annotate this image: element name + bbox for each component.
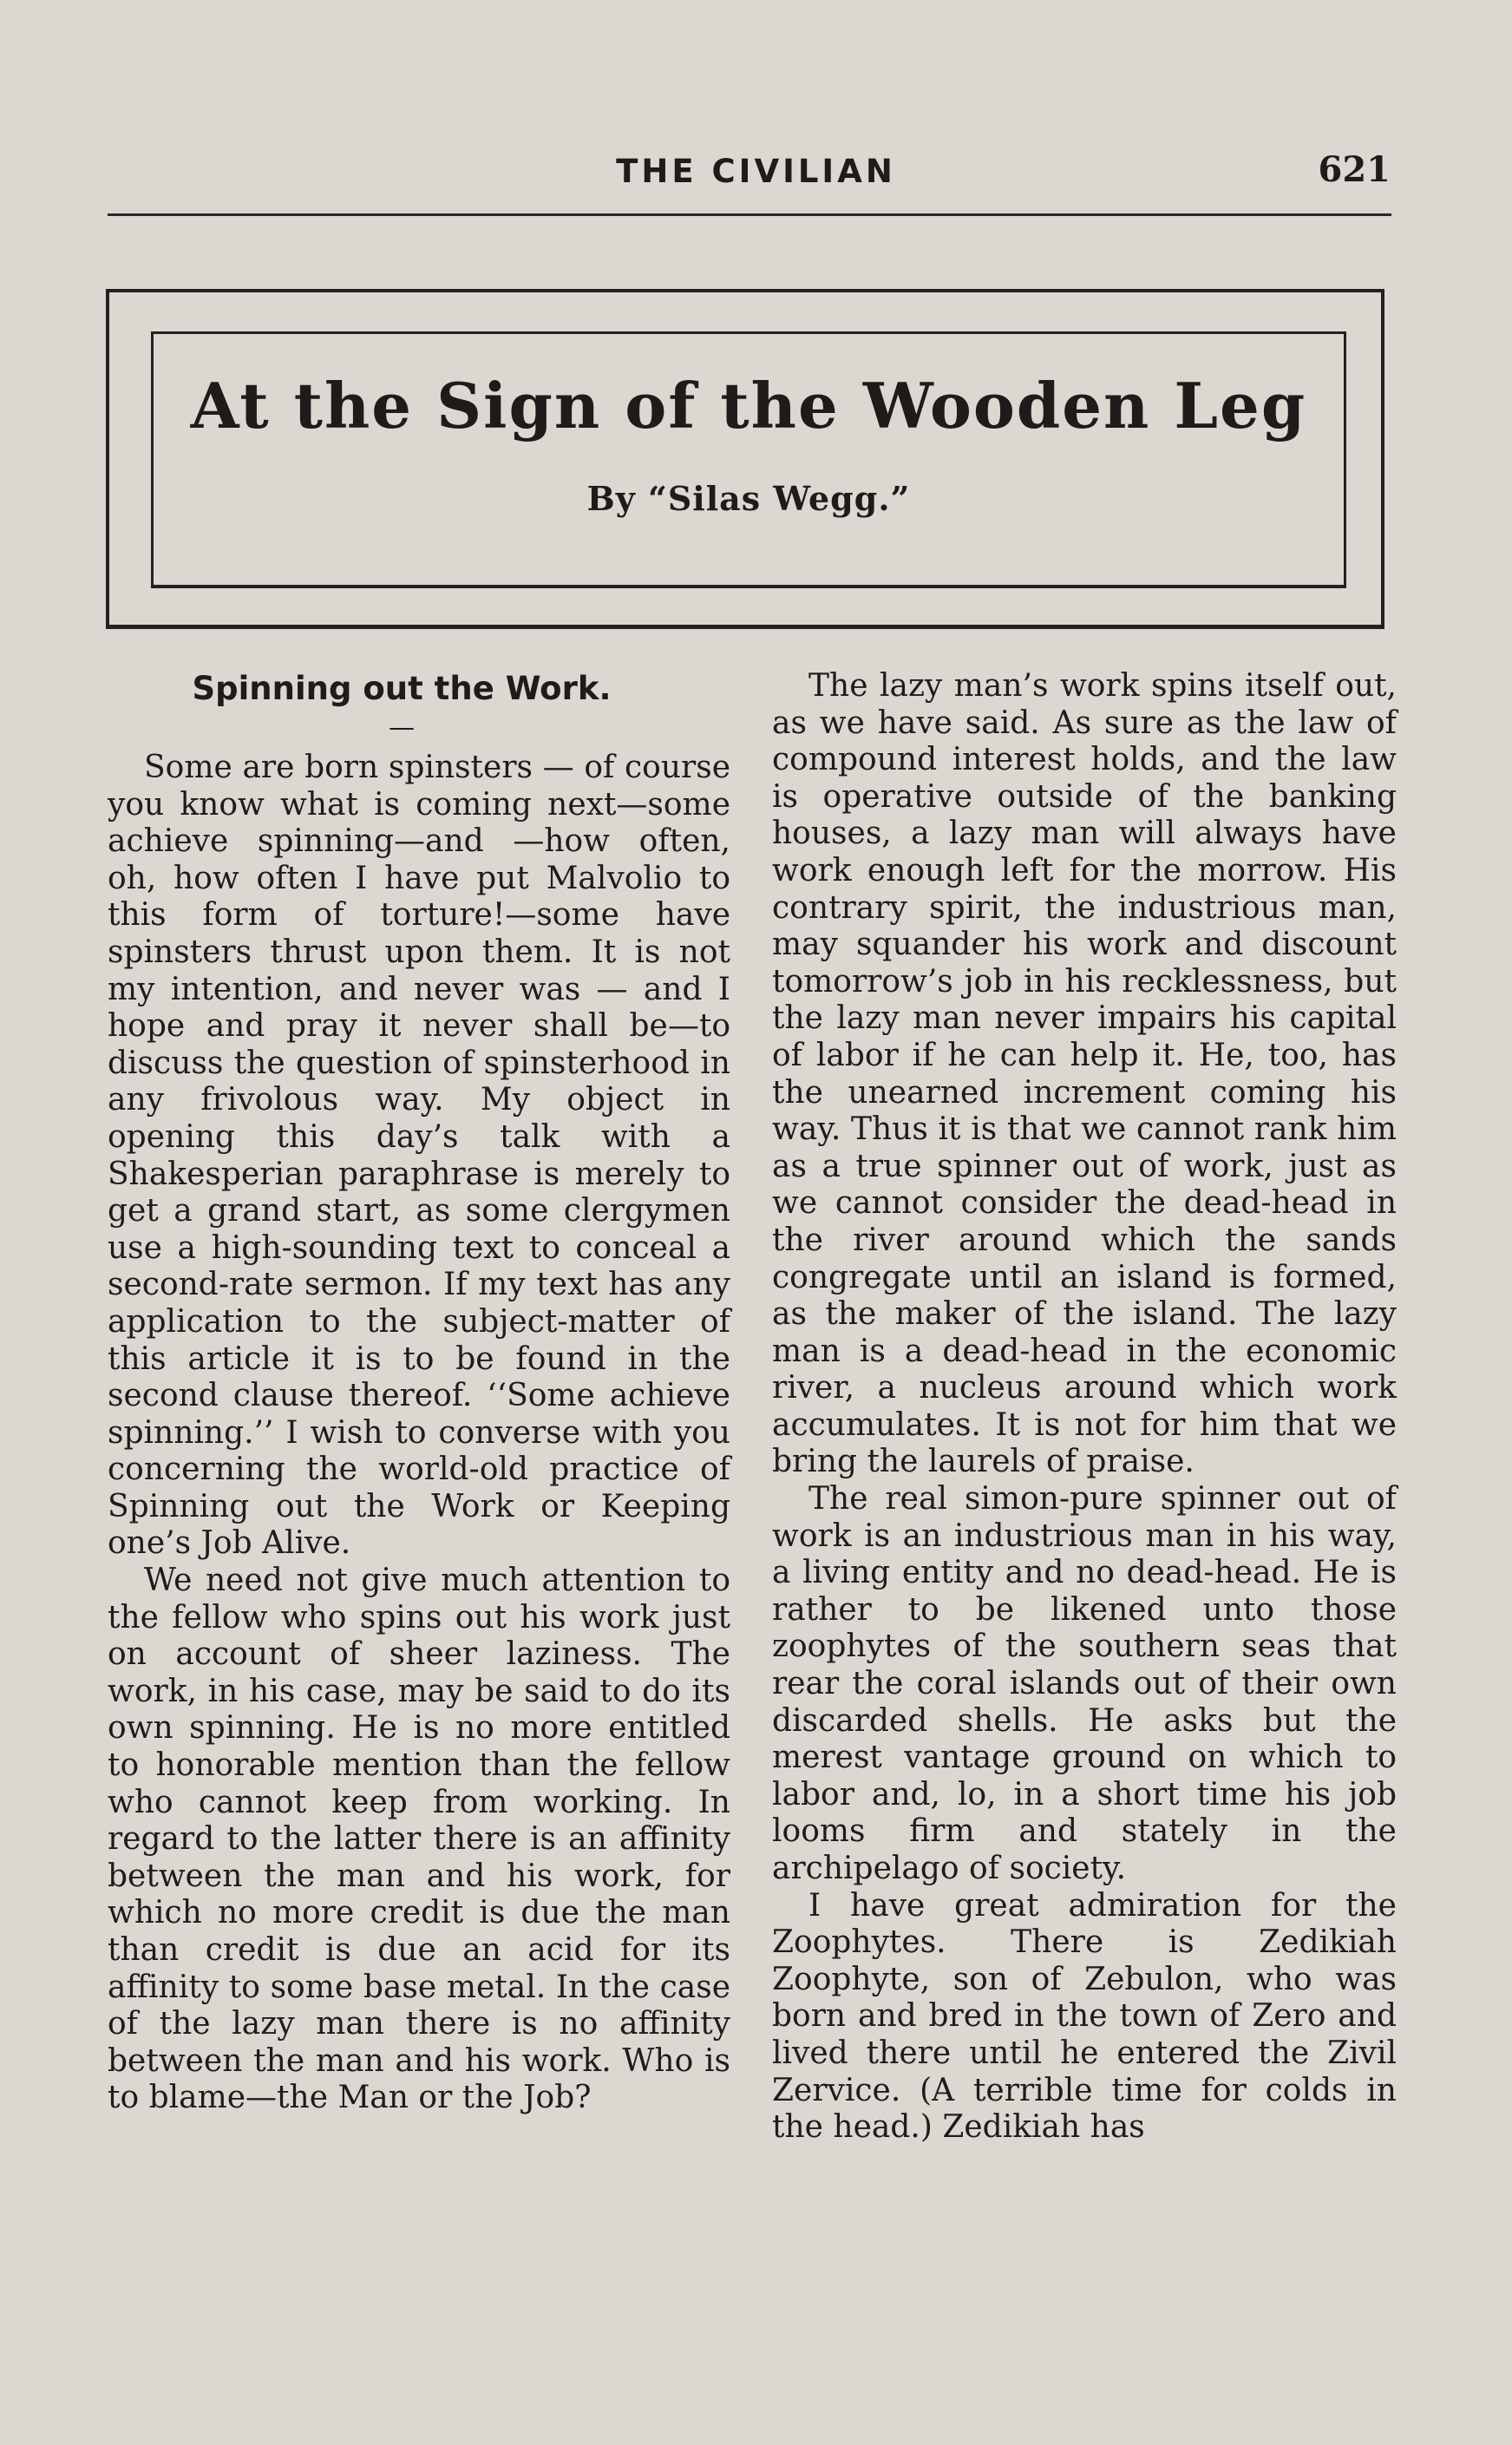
- paragraph: Some are born spinsters — of course you know what is coming next—some achieve spinning—and —how often, oh, how often I have put Malvolio to this form of torture!—some have spinsters thrust upon them. It is not my intention, and never was — and I hope and pray it never shall be—to discuss the question of spinsterhood in any frivolous way. My object in opening this day’s talk with a Shakesperian paraphrase is merely to get a grand start, as some clergymen use a high-sounding text to conceal a second-rate sermon. If my text has any application to the subject-matter of this article it is to be found in the second clause thereof. ‘‘Some achieve spinning.’’ I wish to converse with you concerning the world-old practice of Spinning out the Work or Keeping one’s Job Alive.: [108, 750, 730, 1562]
- left-column: [108, 668, 730, 2117]
- paragraph: The real simon-pure spinner out of work is an industrious man in his way, a living entity and no dead-head. He is rather to be likened unto those zoophytes of the southern seas that rear the coral islands out of their own discarded shells. He asks but the merest vantage ground on which to labor and, lo, in a short time his job looms firm and stately in the archipelago of society.: [772, 1481, 1397, 1886]
- paragraph: I have great admiration for the Zoophytes. There is Zedikiah Zoophyte, son of Zebulon, who was born and bred in the town of Zero and lived there until he entered the Zivil Zervice. (A terrible time for colds in the head.) Zedikiah has: [772, 1887, 1397, 2146]
- article-title: At the Sign of the Wooden Leg: [190, 369, 1307, 442]
- running-head: [0, 147, 1512, 200]
- paragraph: The lazy man’s work spins itself out, as we have said. As sure as the law of compound interest holds, and the law is operative outside of the banking houses, a lazy man will always have work enough left for the morrow. His contrary spirit, the industrious man, may squander his work and discount tomorrow’s job in his recklessness, but the lazy man never impairs his capital of labor if he can help it. He, too, has the unearned increment coming his way. Thus it is that we cannot rank him as a true spinner out of work, just as we cannot consider the dead-head in the river around which the sands congregate until an island is formed, as the maker of the island. The lazy man is a dead-head in the economic river, a nucleus around which work accumulates. It is not for him that we bring the laurels of praise.: [772, 668, 1397, 1480]
- paragraph: We need not give much attention to the fellow who spins out his work just on account of sheer laziness. The work, in his case, may be said to do its own spinning. He is no more entitled to honorable mention than the fellow who cannot keep from working. In regard to the latter there is an affinity between the man and his work, for which no more credit is due the man than credit is due an acid for its affinity to some base metal. In the case of the lazy man there is no affinity between the man and his work. Who is to blame—the Man or the Job?: [108, 1563, 730, 2116]
- page-number: 621: [1318, 149, 1391, 190]
- article-byline: By “Silas Wegg.”: [586, 479, 911, 518]
- section-heading: Spinning out the Work.: [192, 670, 612, 707]
- header-rule: [108, 213, 1391, 216]
- journal-title: THE CIVILIAN: [616, 153, 896, 190]
- section-rule: —: [389, 712, 415, 743]
- right-column: [772, 668, 1397, 2147]
